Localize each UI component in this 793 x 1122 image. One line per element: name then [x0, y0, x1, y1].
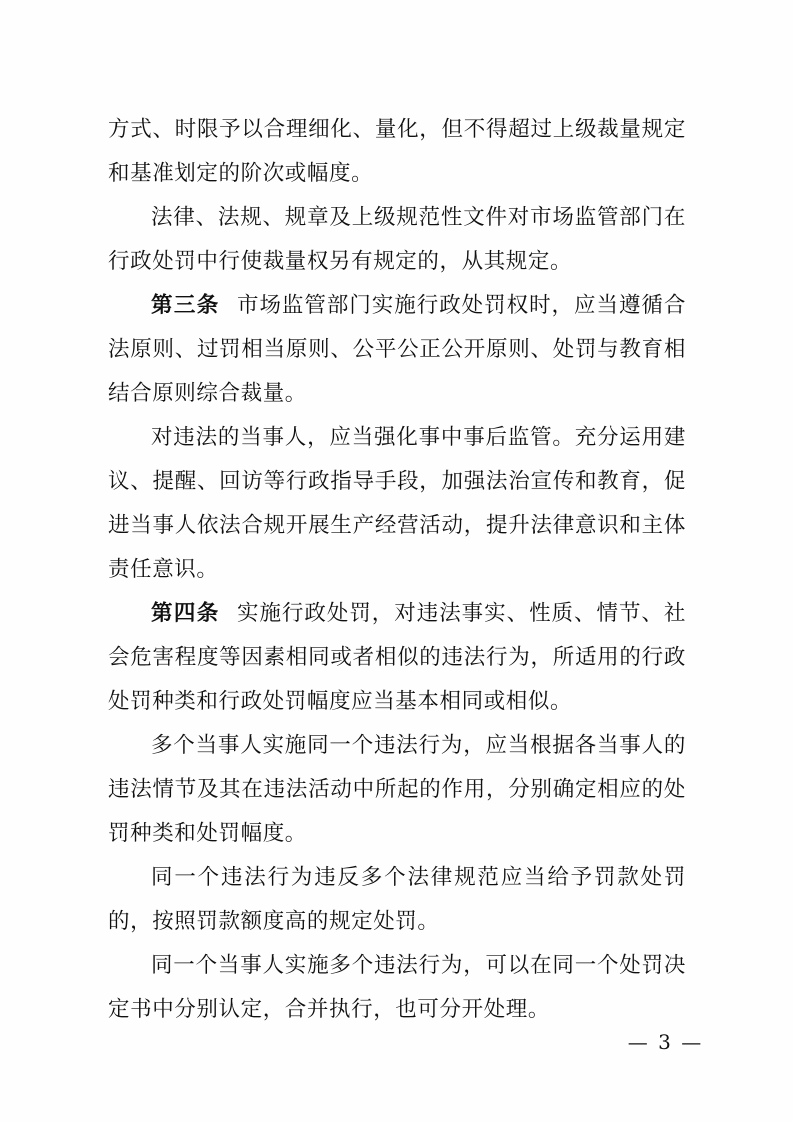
- paragraph: [108, 856, 686, 944]
- paragraph: [108, 196, 686, 284]
- article-paragraph: [108, 592, 686, 724]
- page-footer: [0, 1030, 793, 1054]
- paragraph-text: 实施行政处罚，对违法事实、性质、情节、社会危害程度等因素相同或者相似的违法行为，所适用的行政处罚种类和行政处罚幅度应当基本相同或相似。: [108, 601, 686, 714]
- paragraph-text: 同一个违法行为违反多个法律规范应当给予罚款处罚的，按照罚款额度高的规定处罚。: [108, 865, 686, 934]
- document-body: [108, 108, 686, 1032]
- paragraph-text: 同一个当事人实施多个违法行为，可以在同一个处罚决定书中分别认定，合并执行，也可分开处理。: [108, 953, 686, 1022]
- page-number: — 3 —: [627, 1030, 704, 1054]
- article-label: 第四条: [151, 601, 220, 626]
- article-label: 第三条: [151, 293, 220, 318]
- paragraph-text: 方式、时限予以合理细化、量化，但不得超过上级裁量规定和基准划定的阶次或幅度。: [108, 117, 686, 186]
- paragraph-text: 法律、法规、规章及上级规范性文件对市场监管部门在行政处罚中行使裁量权另有规定的，从其规定。: [108, 205, 686, 274]
- paragraph-text: 对违法的当事人，应当强化事中事后监管。充分运用建议、提醒、回访等行政指导手段，加强法治宣传和教育，促进当事人依法合规开展生产经营活动，提升法律意识和主体责任意识。: [108, 425, 686, 582]
- paragraph: [108, 416, 686, 592]
- article-paragraph: [108, 284, 686, 416]
- paragraph: [108, 944, 686, 1032]
- paragraph: [108, 108, 686, 196]
- paragraph-text: 多个当事人实施同一个违法行为，应当根据各当事人的违法情节及其在违法活动中所起的作用，分别确定相应的处罚种类和处罚幅度。: [108, 733, 686, 846]
- paragraph: [108, 724, 686, 856]
- paragraph-text: 市场监管部门实施行政处罚权时，应当遵循合法原则、过罚相当原则、公平公正公开原则、处罚与教育相结合原则综合裁量。: [108, 293, 686, 406]
